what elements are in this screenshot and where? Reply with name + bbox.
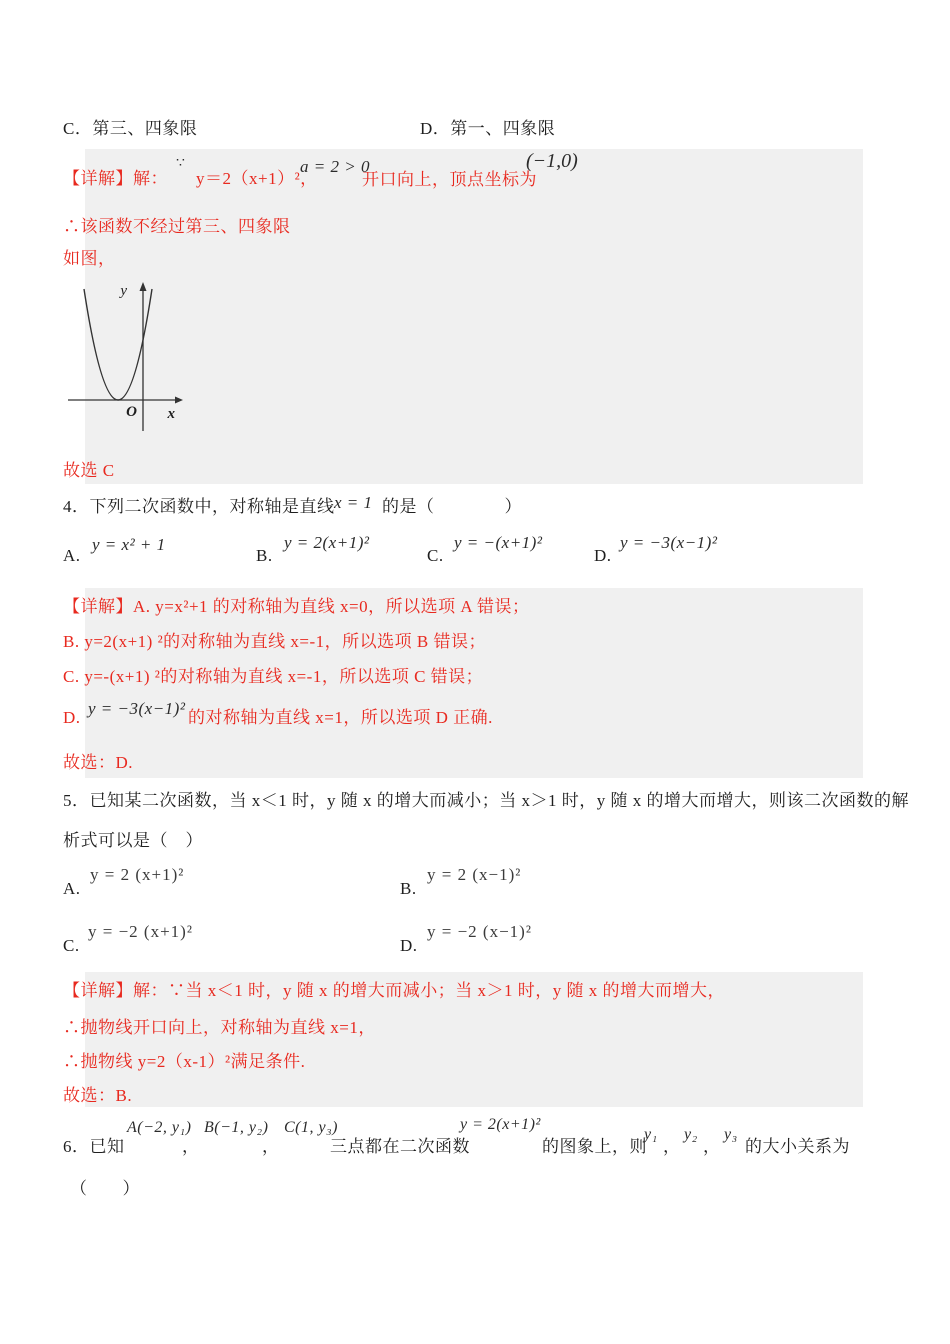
q5-option-a-formula: y = 2 (x+1)² (90, 865, 185, 884)
y-axis-label: y (120, 283, 127, 299)
q4-option-d-formula: y = −3(x−1)² (620, 533, 718, 552)
q5-option-b-formula: y = 2 (x−1)² (427, 865, 522, 884)
highlight-block-q3-solution (85, 149, 863, 484)
q3-solution-vertex-math: (−1,0) (526, 150, 578, 172)
q3-solution-line3: 如图， (63, 249, 116, 268)
q4-solution-line4-text: 的对称轴为直线 x=1，所以选项 D 正确. (188, 708, 493, 727)
q6-point-c-math: C(1, y₃) (284, 1119, 338, 1136)
q5-option-d-formula: y = −2 (x−1)² (427, 922, 532, 941)
q5-solution-line2: ∴抛物线开口向上，对称轴为直线 x=1， (63, 1018, 376, 1037)
q4-solution-line4-label: D. (63, 708, 81, 727)
q4-solution-line4-math: y = −3(x−1)² (88, 699, 186, 718)
q6-stem-prefix: 6．已知 (63, 1137, 125, 1156)
q4-solution-line1: 【详解】A. y=x²+1 的对称轴为直线 x=0，所以选项 A 错误； (63, 597, 530, 616)
y-axis-arrow-icon (140, 282, 147, 291)
q4-option-a-formula: y = x² + 1 (92, 535, 166, 554)
q4-option-b-label: B. (256, 546, 273, 565)
q5-stem-line2: 析式可以是（ ） (63, 831, 203, 850)
q4-stem-prefix: 4．下列二次函数中，对称轴是直线 (63, 497, 335, 516)
q6-point-a-math: A(−2, y₁) (127, 1119, 192, 1136)
q3-solution-intro: 【详解】解： (63, 169, 168, 188)
q6-function-math: y = 2(x+1)² (460, 1116, 541, 1133)
q4-option-c-formula: y = −(x+1)² (454, 533, 543, 552)
q6-y2-math: y₂ (684, 1126, 698, 1143)
q4-stem-math: x = 1 (334, 493, 373, 512)
q4-stem-suffix: 的是（ ） (382, 497, 522, 516)
q4-solution-line2: B. y=2(x+1) ²的对称轴为直线 x=-1，所以选项 B 错误； (63, 632, 487, 651)
q4-option-d-label: D. (594, 546, 612, 565)
q5-solution-conclusion: 故选：B. (63, 1086, 133, 1105)
q6-point-b-math: B(−1, y₂) (204, 1119, 269, 1136)
x-axis-arrow-icon (175, 397, 183, 404)
q4-option-b-formula: y = 2(x+1)² (284, 533, 370, 552)
q6-y3-math: y₃ (724, 1126, 738, 1143)
q6-comma4: ， (703, 1137, 721, 1156)
q5-option-a-label: A. (63, 879, 81, 898)
parabola-curve (84, 289, 152, 400)
origin-label: O (126, 404, 137, 420)
q3-solution-expression: y＝2（x+1）²， (196, 169, 318, 188)
q5-stem-line1: 5．已知某二次函数，当 x＜1 时，y 随 x 的增大而减小；当 x＞1 时，y 随 x 的增大而增大，则该二次函数的解 (63, 791, 909, 810)
q3-option-d: D．第一、四象限 (420, 119, 556, 138)
q6-comma2: ， (262, 1137, 280, 1156)
q4-solution-line3: C. y=-(x+1) ²的对称轴为直线 x=-1，所以选项 C 错误； (63, 667, 484, 686)
q3-solution-conclusion: 故选 C (63, 461, 115, 480)
q6-answer-parens: （ ） (70, 1179, 140, 1198)
q6-stem-suffix: 的大小关系为 (745, 1137, 850, 1156)
q3-solution-condition-math: a = 2 > 0 (300, 157, 370, 176)
q5-option-b-label: B. (400, 879, 417, 898)
parabola-figure (65, 281, 187, 439)
q4-solution-conclusion: 故选：D. (63, 753, 134, 772)
q4-option-c-label: C. (427, 546, 444, 565)
q6-stem-middle2: 的图象上，则 (542, 1137, 647, 1156)
q5-solution-line3: ∴抛物线 y=2（x-1）²满足条件. (63, 1052, 306, 1071)
q3-option-c: C．第三、四象限 (63, 119, 198, 138)
q5-solution-line1: 【详解】解：∵当 x＜1 时，y 随 x 的增大而减小；当 x＞1 时，y 随 x 的增大而增大， (63, 981, 725, 1000)
q5-option-c-label: C. (63, 936, 80, 955)
q3-solution-middle: 开口向上，顶点坐标为 (362, 170, 537, 189)
q3-solution-line2: ∴该函数不经过第三、四象限 (63, 217, 291, 236)
q6-comma1: ， (182, 1137, 200, 1156)
q5-option-c-formula: y = −2 (x+1)² (88, 922, 193, 941)
q4-option-a-label: A. (63, 546, 81, 565)
x-axis-label: x (167, 406, 175, 422)
because-sign: ∵ (176, 156, 185, 171)
q6-y1-math: y₁ (644, 1126, 658, 1143)
q6-stem-middle: 三点都在二次函数 (330, 1137, 470, 1156)
q5-option-d-label: D. (400, 936, 418, 955)
q6-comma3: ， (663, 1137, 681, 1156)
